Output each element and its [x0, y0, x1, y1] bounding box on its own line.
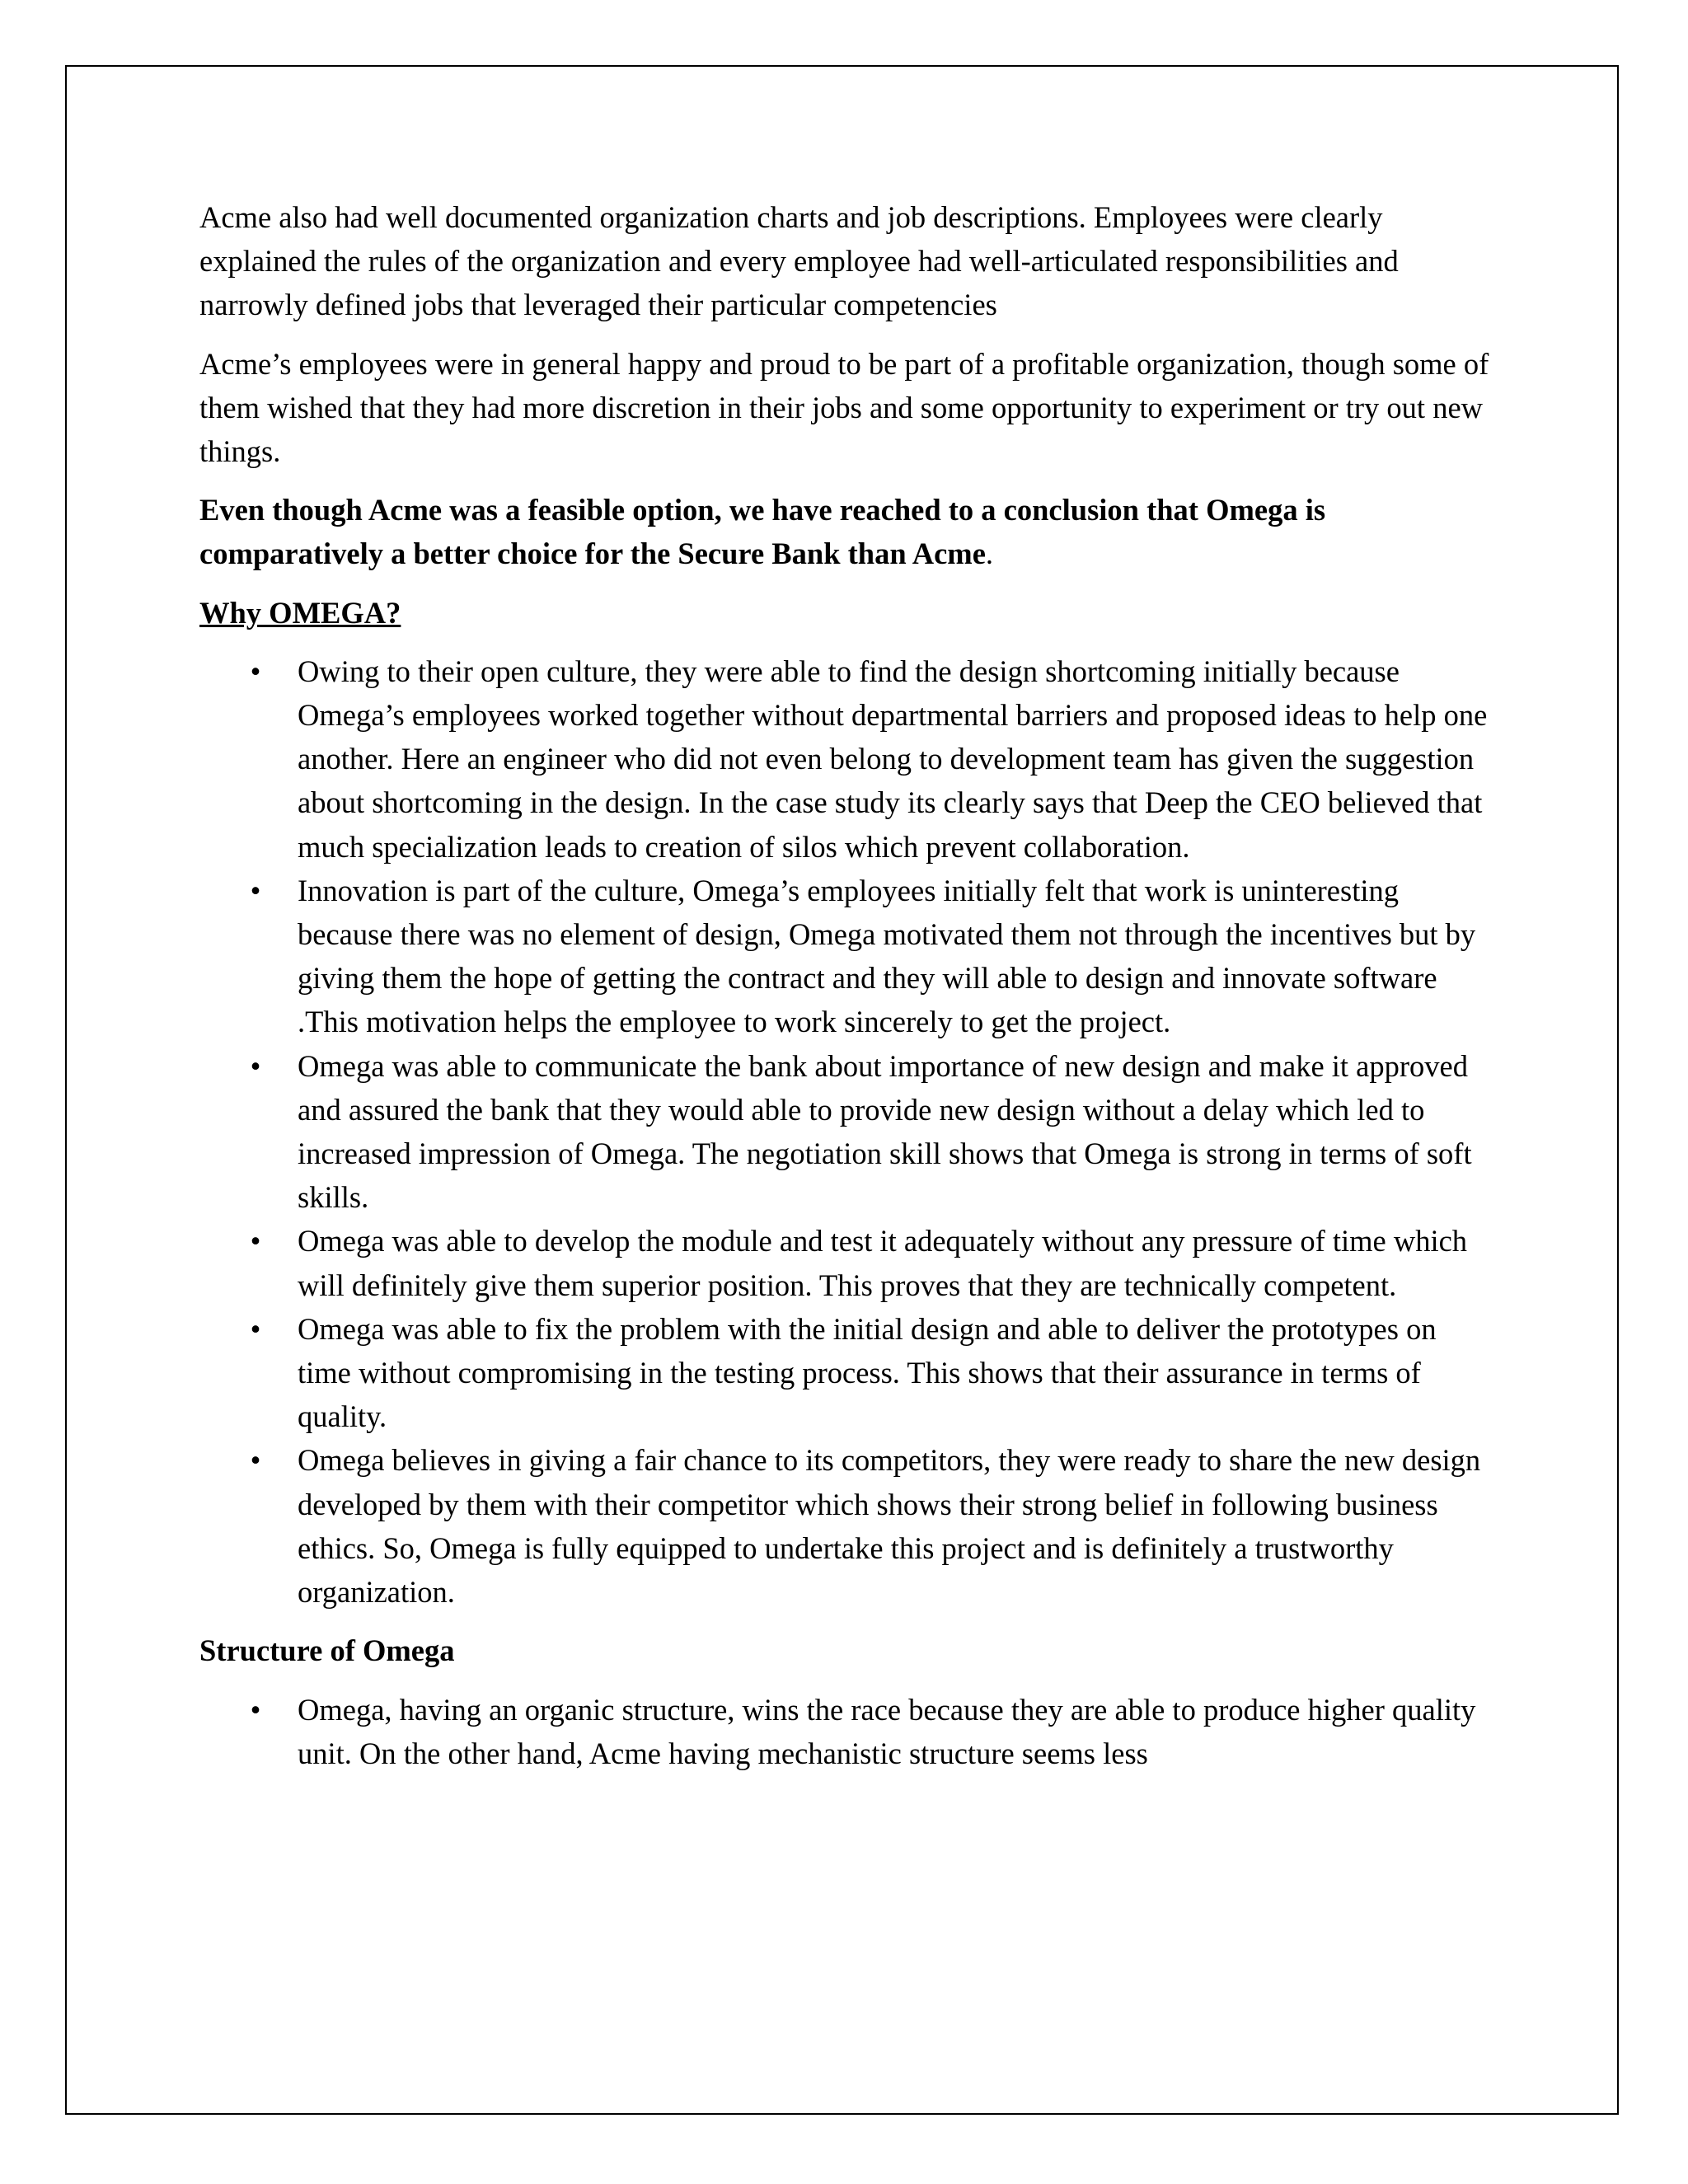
conclusion-period: . — [985, 537, 994, 571]
list-item-text: Owing to their open culture, they were able to find the design shortcoming initially because Omega’s employees worked together without departmental barriers and proposed ideas to help one another. Here an engineer who did not even belong to development team has given the suggestion about shortcoming in the design. In the case study its clearly says that Deep the CEO believed that much specialization leads to creation of silos which prevent collaboration. — [298, 654, 1488, 864]
heading-structure-of-omega: Structure of Omega — [199, 1633, 455, 1668]
list-item — [199, 1438, 1489, 1614]
bullet-icon: • — [250, 873, 261, 907]
paragraph-acme-documentation: Acme also had well documented organization charts and job descriptions. Employees were clearly explained the rules of the organization and every employee had well-articulated responsibilities and narrowly defined jobs that leveraged their particular competencies — [199, 200, 1399, 322]
bullet-icon: • — [250, 654, 261, 688]
list-item-text: Omega was able to communicate the bank about importance of new design and make it approved and assured the bank that they would able to provide new design without a delay which led to increased impression of Omega. The negotiation skill shows that Omega is strong in terms of soft skills. — [298, 1048, 1472, 1215]
list-item — [199, 1307, 1489, 1439]
bullet-icon: • — [250, 1692, 261, 1727]
list-item-text: Omega was able to fix the problem with the initial design and able to deliver the prototypes on time without compromising in the testing process. This shows that their assurance in terms of quality. — [298, 1311, 1437, 1434]
paragraph-conclusion — [199, 488, 1489, 575]
why-omega-list — [199, 649, 1489, 1614]
list-item-text: Omega was able to develop the module and test it adequately without any pressure of time which will definitely give them superior position. This proves that they are technically competent. — [298, 1224, 1468, 1302]
document-body — [199, 195, 1489, 1790]
bullet-icon: • — [250, 1311, 261, 1346]
bullet-icon: • — [250, 1443, 261, 1478]
bullet-icon: • — [250, 1048, 261, 1083]
conclusion-bold-text: Even though Acme was a feasible option, we have reached to a conclusion that Omega is comparatively a better choice for the Secure Bank than Acme — [199, 493, 1326, 571]
list-item-text: Omega believes in giving a fair chance to its competitors, they were ready to share the new design developed by them with their competitor which shows their strong belief in following business ethics. So, Omega is fully equipped to undertake this project and is definitely a trustworthy organization. — [298, 1443, 1481, 1610]
list-item-text: Omega, having an organic structure, wins the race because they are able to produce higher quality unit. On the other hand, Acme having mechanistic structure seems less — [298, 1692, 1476, 1770]
list-item — [199, 1219, 1489, 1306]
heading-why-omega: Why OMEGA? — [199, 595, 401, 630]
list-item — [199, 1044, 1489, 1220]
list-item — [199, 869, 1489, 1044]
bullet-icon: • — [250, 1224, 261, 1258]
structure-list — [199, 1688, 1489, 1775]
list-item — [199, 649, 1489, 869]
paragraph-acme-employees: Acme’s employees were in general happy and proud to be part of a profitable organization, though some of them wished that they had more discretion in their jobs and some opportunity to experiment or try out new things. — [199, 346, 1489, 469]
list-item-text: Innovation is part of the culture, Omega’s employees initially felt that work is uninteresting because there was no element of design, Omega motivated them not through the incentives but by giving them the hope of getting the contract and they will able to design and innovate software .This motivation helps the employee to work sincerely to get the project. — [298, 873, 1476, 1039]
list-item — [199, 1688, 1489, 1775]
